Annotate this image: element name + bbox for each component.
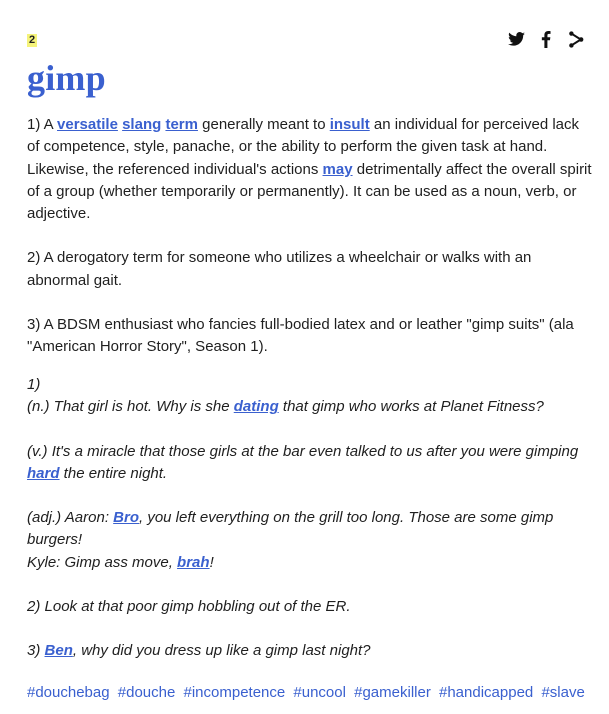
- example-text: the entire night.: [59, 464, 168, 482]
- example-text: , why did you dress up like a gimp last night?: [72, 642, 371, 660]
- meaning-paragraph-2: 2) A derogatory term for someone who utilizes a wheelchair or walks with an abnormal gait.: [27, 249, 532, 289]
- example-paragraph-3: [27, 507, 592, 574]
- link-hard[interactable]: hard: [27, 464, 60, 482]
- example-text: Kyle: Gimp ass move,: [27, 553, 178, 571]
- link-dating[interactable]: dating: [233, 398, 279, 416]
- example-text: 1): [27, 376, 41, 393]
- link-may[interactable]: may: [322, 160, 353, 178]
- example-text: !: [209, 553, 214, 571]
- meaning-paragraph-1: [27, 114, 592, 225]
- tag-link[interactable]: #handicapped: [439, 684, 534, 701]
- tag-link[interactable]: #slave: [541, 684, 585, 701]
- link-ben[interactable]: Ben: [44, 642, 73, 660]
- example-text: (v.) It's a miracle that those girls at the bar even talked to us after you were gimping: [27, 442, 579, 460]
- link-slang[interactable]: slang: [122, 116, 162, 133]
- tag-link[interactable]: #incompetence: [183, 684, 286, 701]
- example-text: (n.) That girl is hot. Why is she: [27, 398, 234, 416]
- example-text: that gimp who works at Planet Fitness?: [278, 398, 544, 416]
- meaning-text: generally meant to: [197, 116, 330, 133]
- example-text: (adj.) Aaron:: [27, 509, 114, 527]
- link-term[interactable]: term: [165, 116, 198, 133]
- definition-meaning: [27, 114, 592, 381]
- share-buttons: [507, 30, 585, 48]
- twitter-icon[interactable]: [507, 30, 525, 48]
- example-paragraph-4: 2) Look at that poor gimp hobbling out of the ER.: [27, 598, 351, 616]
- link-insult[interactable]: insult: [329, 116, 370, 133]
- meaning-paragraph-3: 3) A BDSM enthusiast who fancies full-bodied latex and or leather "gimp suits" (ala "American Horror Story", Season 1).: [27, 316, 574, 356]
- share-icon[interactable]: [567, 30, 585, 48]
- facebook-icon[interactable]: [537, 30, 555, 48]
- meaning-text: detrimentally affect the overall spirit of a group (whether temporarily or permanently). It can be used as a noun, verb, or adjective.: [27, 160, 592, 223]
- word-title-link[interactable]: gimp: [27, 58, 106, 98]
- tag-link[interactable]: #gamekiller: [354, 684, 431, 701]
- example-text: , you left everything on the grill too long. Those are some gimp burgers!: [27, 509, 554, 549]
- example-paragraph-2: [27, 441, 592, 486]
- meaning-text: 1) A: [27, 116, 58, 133]
- link-brah[interactable]: brah: [177, 553, 210, 571]
- link-bro[interactable]: Bro: [113, 509, 139, 527]
- tag-link[interactable]: #douchebag: [27, 684, 110, 701]
- tag-link[interactable]: #uncool: [293, 684, 346, 701]
- tag-link[interactable]: #douche: [117, 684, 176, 701]
- example-paragraph-1: [27, 374, 592, 419]
- example-text: 3): [27, 642, 45, 660]
- definition-example: [27, 374, 592, 685]
- tag-list: [27, 682, 597, 704]
- example-paragraph-5: [27, 640, 592, 662]
- meaning-text: an individual for perceived lack of competence, style, panache, or the ability to perform the given task at hand. Likewise, the referenced individual's actions: [27, 116, 580, 178]
- definition-rank: 2: [29, 34, 36, 46]
- link-versatile[interactable]: versatile: [57, 116, 118, 133]
